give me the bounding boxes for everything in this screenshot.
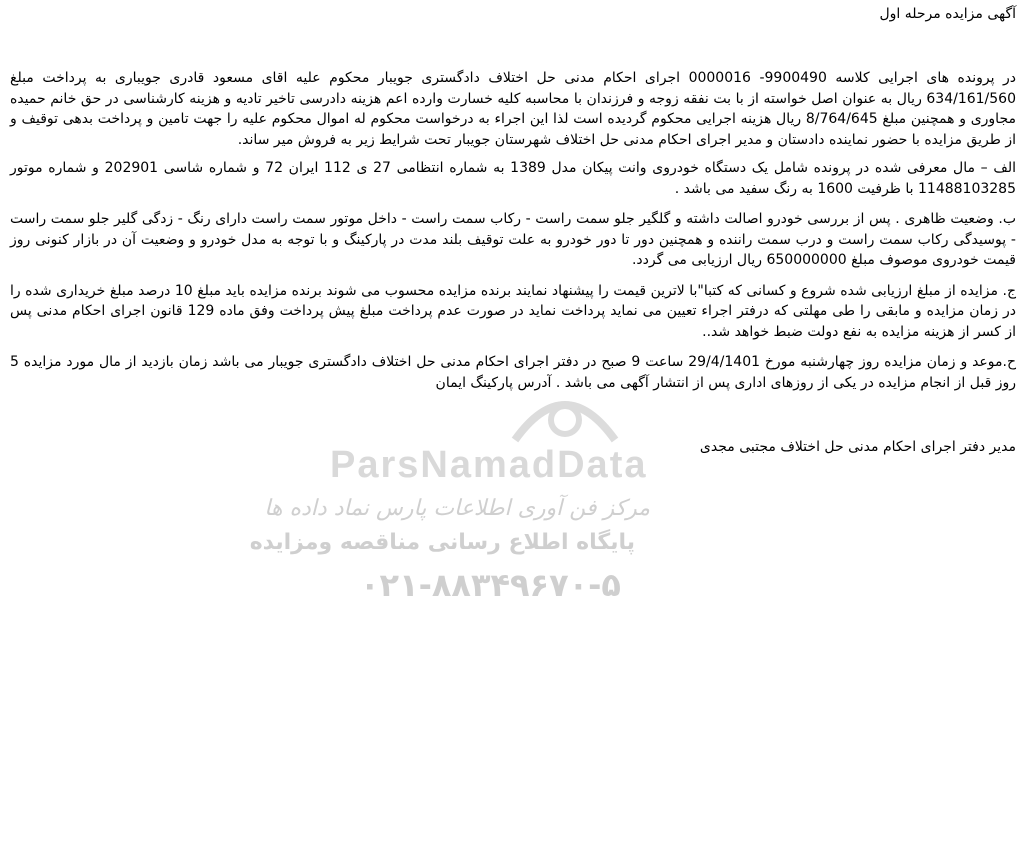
section-a-paragraph: الف – مال معرفی شده در پرونده شامل یک دستگاه خودروی وانت پیکان مدل 1389 به شماره انتظامی 27 ی 112 ایران 72 و شماره شاسی 202901 و شماره موتور 11488103285 با ظرفیت 1600 به رنگ سفید می باشد . xyxy=(10,160,1016,197)
watermark-phone: ۰۲۱-۸۸۳۴۹۶۷۰-۵ xyxy=(360,566,621,604)
watermark-site-name: پایگاه اطلاع رسانی مناقصه ومزایده xyxy=(249,530,635,555)
section-c-paragraph: ج. مزایده از مبلغ ارزیابی شده شروع و کسانی که کتبا"با لاترین قیمت را پیشنهاد نمایند برنده مزایده محسوب می شوند برنده مزایده باید مبلغ 10 درصد مبلغ خریداری شده را در زمان مزایده و مابقی را طی مهلتی که درفتر اجراء تعیین می نماید پرداخت نماید در صورت عدم پرداخت مبلغ پیش پرداخت وفق ماده 129 قانون اجرای احکام مدنی پس از کسر از هزینه مزایده به نفع دولت ضبط خواهد شد.. xyxy=(10,282,1016,340)
intro-paragraph: در پرونده های اجرایی کلاسه 9900490- 0000016 اجرای احکام مدنی حل اختلاف دادگستری جویبار محکوم علیه اقای مسعود قادری جویباری به پرداخت مبلغ 634/161/560 ریال به عنوان اصل خواسته از با بت نفقه زوجه و فرزندان با محاسبه کلیه خسارت وارده اعم هزینه دادرسی تاخیر تادیه و هزینه کارشناسی در حق خانم حمیده مجاوری و همچنین مبلغ 8/764/645 ریال هزینه اجرایی محکوم گردیده است لذا این اجراء به درخواست محکوم له اموال محکوم علیه را جهت تامین و پرداخت بدهی توقیف و از طریق مزایده با حضور نماینده دادستان و مدیر اجرای احکام مدنی حل اختلاف شهرستان جویبار تحت شرایط زیر به فروش میر ساند. xyxy=(10,70,1016,148)
signature-line: مدیر دفتر اجرای احکام مدنی حل اختلاف مجتبی مجدی xyxy=(699,439,1016,455)
notice-title: آگهی مزایده مرحله اول xyxy=(879,6,1016,22)
notice-body xyxy=(10,4,1016,458)
section-d-paragraph: ح.موعد و زمان مزایده روز چهارشنبه مورخ 29/4/1401 ساعت 9 صبح در دفتر اجرای احکام مدنی حل اختلاف دادگستری جویبار می باشد زمان بازدید از مال مورد مزایده 5 روز قبل از انجام مزایده در یکی از روزهای اداری پس از انتشار آگهی می باشد . آدرس پارکینگ ایمان xyxy=(10,354,1017,391)
watermark-center-name: مرکز فن آوری اطلاعات پارس نماد داده ها xyxy=(264,496,650,521)
section-b-paragraph: ب. وضعیت ظاهری . پس از بررسی خودرو اصالت داشته و گلگیر جلو سمت راست - رکاب سمت راست - داخل موتور سمت راست دارای رنگ - زدگی گلیر جلو سمت راست - پوسیدگی رکاب سمت راست و درب سمت راننده و همچنین دور تا دور خودرو به علت توقیف بلند مدت در پارکینگ و با توجه به مدل خودرو و وضعیت آن در بازار کنونی روز قیمت خودروی موصوف مبلغ 650000000 ریال ارزیابی می گردد. xyxy=(10,211,1016,268)
watermark-brand: ParsNamadData xyxy=(330,444,648,486)
